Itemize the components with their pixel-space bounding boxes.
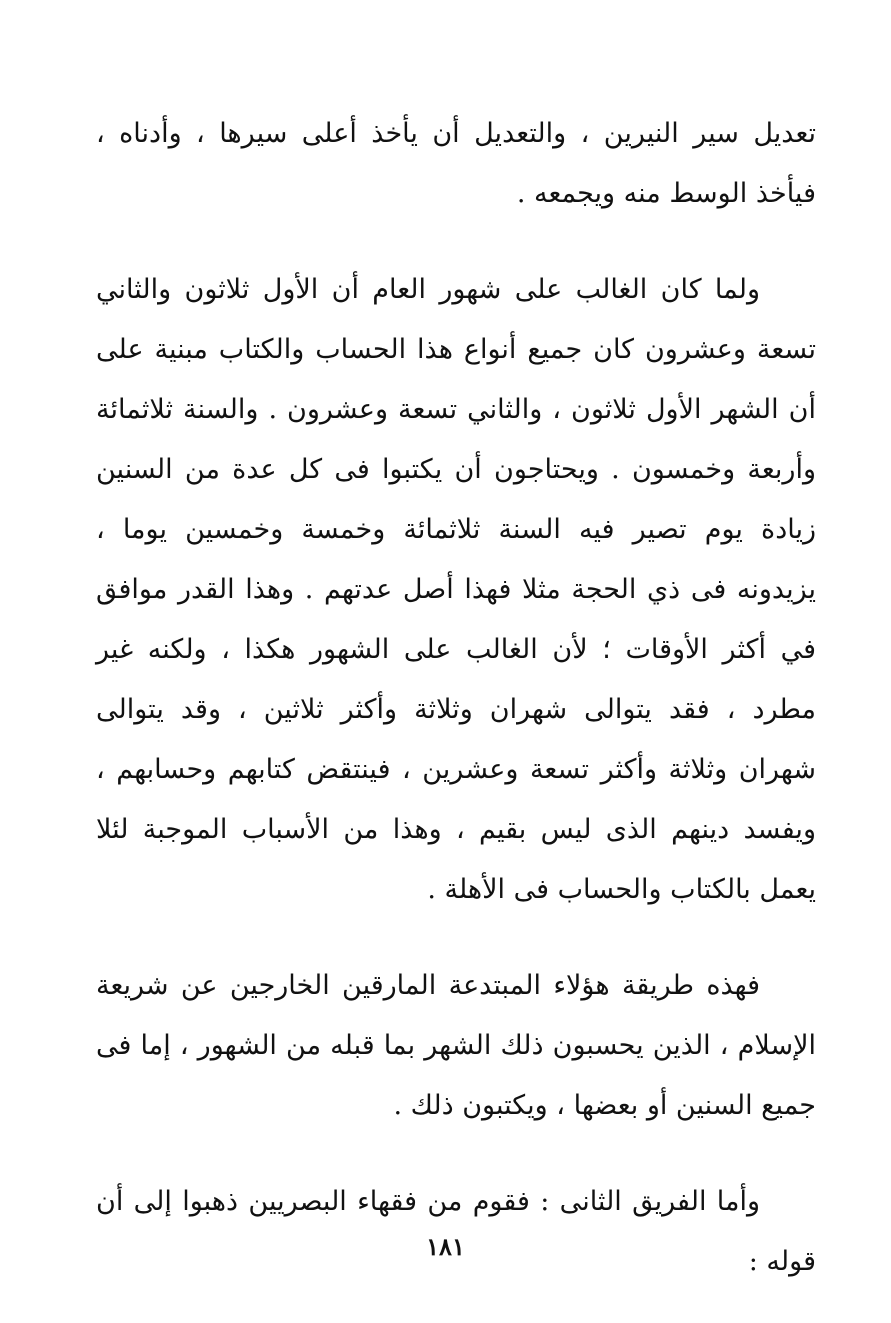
paragraph-1: تعديل سير النيرين ، والتعديل أن يأخذ أعلى سيرها ، وأدناه ، فيأخذ الوسط منه ويجمعه . <box>96 118 816 209</box>
paragraph-2: ولما كان الغالب على شهور العام أن الأول ثلاثون والثاني تسعة وعشرون كان جميع أنواع هذا الحساب والكتاب مبنية على أن الشهر الأول ثلاثون ، والثاني تسعة وعشرون . والسنة ثلاثمائة وأربعة وخمسون . ويحتاجون أن يكتبوا فى كل عدة من السنين زيادة يوم تصير فيه السنة ثلاثمائة وخمسة وخمسين يوما ، يزيدونه فى ذي الحجة مثلا فهذا أصل عدتهم . وهذا القدر موافق في أكثر الأوقات ؛ لأن الغالب على الشهور هكذا ، ولكنه غير مطرد ، فقد يتوالى شهران وثلاثة وأكثر ثلاثين ، وقد يتوالى شهران وثلاثة وأكثر تسعة وعشرين ، فينتقض كتابهم وحسابهم ، ويفسد دينهم الذى ليس بقيم ، وهذا من الأسباب الموجبة لئلا يعمل بالكتاب والحساب فى الأهلة . <box>96 274 816 905</box>
paragraph-3: فهذه طريقة هؤلاء المبتدعة المارقين الخارجين عن شريعة الإسلام ، الذين يحسبون ذلك الشهر بما قبله من الشهور ، إما فى جميع السنين أو بعضها ، ويكتبون ذلك . <box>96 970 816 1121</box>
paragraph-4: وأما الفريق الثانى : فقوم من فقهاء البصريين ذهبوا إلى أن قوله : <box>96 1186 816 1277</box>
page-number: ١٨١ <box>426 1232 465 1261</box>
